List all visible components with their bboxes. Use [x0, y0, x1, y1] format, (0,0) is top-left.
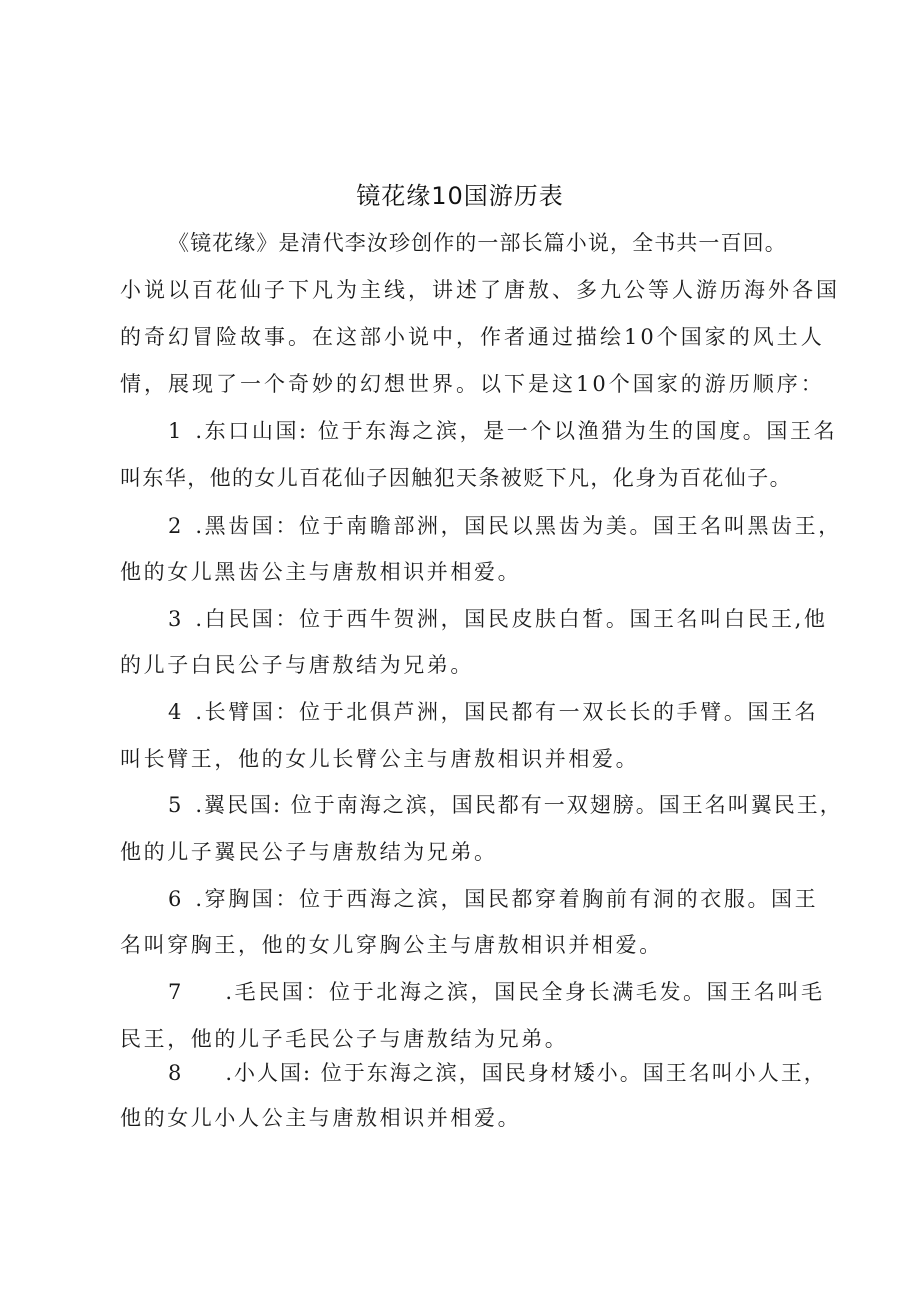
intro-line: 情，展现了一个奇妙的幻想世界。以下是这10个国家的游历顺序：: [120, 372, 825, 396]
item-number: 8: [168, 1061, 182, 1085]
intro-line: 的奇幻冒险故事。在这部小说中，作者通过描绘10个国家的风土人: [120, 325, 825, 349]
intro-line: 《镜花缘》是清代李汝珍创作的一部长篇小说，全书共一百回。: [168, 231, 787, 255]
list-item-second-line: 的儿子白民公子与唐敖结为兄弟。: [120, 653, 474, 677]
list-item-first-line: [168, 884, 828, 914]
item-text: .小人国: 位于东海之滨，国民身材矮小。国王名叫小人王，: [225, 1061, 827, 1085]
list-item-second-line: 叫长臂王，他的女儿长臂公主与唐敖相识并相爱。: [120, 747, 640, 771]
list-item-first-line: [168, 977, 828, 1007]
item-text: .东口山国: 位于东海之滨，是一个以渔猎为生的国度。国王名: [195, 419, 838, 443]
list-item-first-line: [168, 416, 838, 446]
list-item-second-line: 叫东华，他的女儿百花仙子因触犯天条被贬下凡，化身为百花仙子。: [120, 466, 792, 490]
intro-line: 小说以百花仙子下凡为主线，讲述了唐敖、多九公等人游历海外各国: [120, 278, 840, 302]
item-number: 4: [168, 700, 182, 724]
item-number: 1: [168, 419, 182, 443]
list-item-first-line: [168, 604, 828, 634]
list-item-first-line: [168, 511, 842, 541]
item-text: .黑齿国：位于南瞻部洲，国民以黑齿为美。国王名叫黑齿王，: [195, 514, 842, 538]
list-item-second-line: 他的儿子翼民公子与唐敖结为兄弟。: [120, 840, 498, 864]
item-text: .毛民国：位于北海之滨，国民全身长满毛发。国王名叫毛: [225, 980, 825, 1004]
list-item-second-line: 名叫穿胸王，他的女儿穿胸公主与唐敖相识并相爱。: [120, 933, 663, 957]
item-number: 7: [168, 980, 182, 1004]
item-text: .穿胸国：位于西海之滨，国民都穿着胸前有洞的衣服。国王: [195, 887, 819, 911]
list-item-first-line: [168, 697, 828, 727]
item-text: .白民国：位于西牛贺洲，国民皮肤白皙。国王名叫白民王,他: [195, 607, 828, 631]
list-item-second-line: 他的女儿小人公主与唐敖相识并相爱。: [120, 1106, 522, 1130]
item-number: 5: [168, 793, 182, 817]
item-text: .翼民国: 位于南海之滨，国民都有一双翅膀。国王名叫翼民王，: [195, 793, 843, 817]
document-title: 镜花缘10国游历表: [356, 182, 564, 210]
list-item-second-line: 民王，他的儿子毛民公子与唐敖结为兄弟。: [120, 1027, 569, 1051]
list-item-first-line: [168, 790, 843, 820]
list-item-second-line: 他的女儿黑齿公主与唐敖相识并相爱。: [120, 560, 522, 584]
item-number: 6: [168, 887, 182, 911]
item-text: .长臂国：位于北俱芦洲，国民都有一双长长的手臂。国王名: [195, 700, 819, 724]
item-number: 3: [168, 607, 182, 631]
list-item-first-line: [168, 1058, 828, 1088]
item-number: 2: [168, 514, 182, 538]
